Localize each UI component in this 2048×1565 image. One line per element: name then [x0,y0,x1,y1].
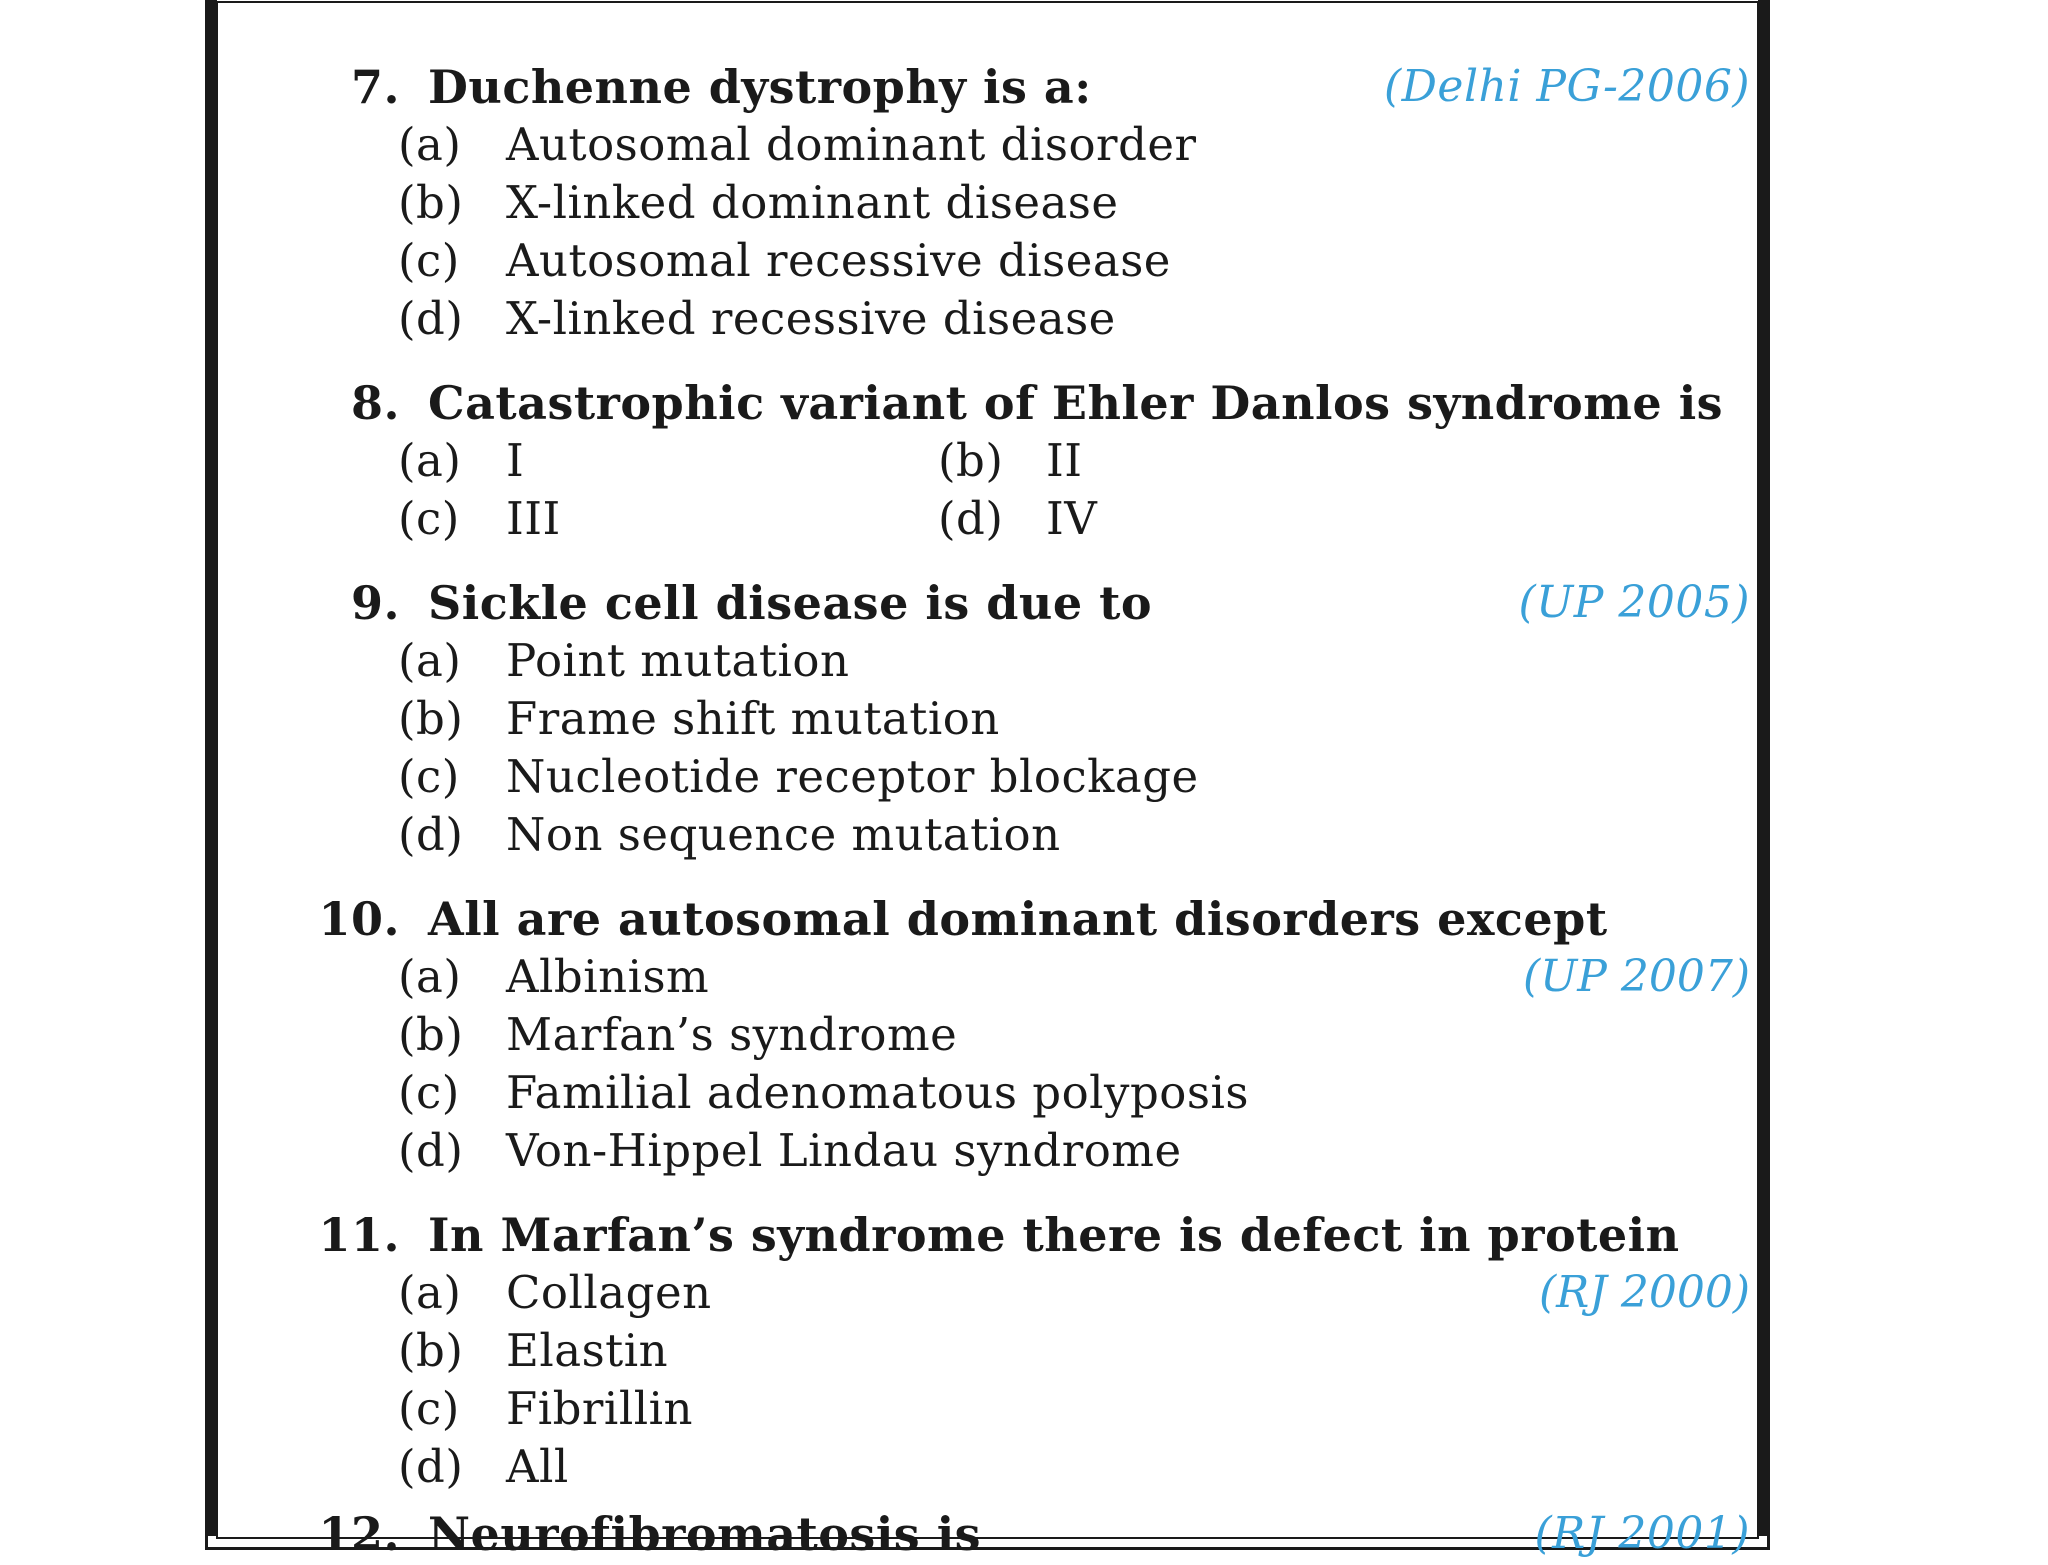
question-line [290,890,1750,948]
option-d [398,1122,1750,1180]
question-line [290,58,1750,116]
question-number: 10. [318,892,400,946]
question-8 [290,374,1750,548]
option-d [398,290,1750,348]
question-12-clipped [0,1505,2048,1565]
question-source: (Delhi PG-2006) [1383,61,1750,112]
option-label: (a) [398,434,462,487]
option-text: Familial adenomatous polyposis [506,1066,1249,1119]
question-11 [290,1206,1750,1496]
question-number: 11. [318,1208,400,1262]
option-c [398,232,1750,290]
option-text: Frame shift mutation [506,692,1000,745]
option-text: Autosomal recessive disease [506,234,1171,287]
option-b [398,174,1750,232]
option-text: Albinism [506,950,710,1003]
question-source: (UP 2007) [1523,951,1750,1002]
option-text: III [506,492,561,545]
option-text: IV [1046,492,1098,545]
option-a [398,116,1750,174]
option-text: Fibrillin [506,1382,693,1435]
question-source: (RJ 2001) [1534,1508,1750,1559]
option-label: (d) [398,292,464,345]
question-source: (UP 2005) [1518,577,1750,628]
option-text: Autosomal dominant disorder [506,118,1197,171]
question-source: (RJ 2000) [1538,1267,1750,1318]
option-label: (c) [398,1066,460,1119]
option-label: (c) [398,492,460,545]
question-10 [290,890,1750,1180]
option-label: (c) [398,1382,460,1435]
question-text: Duchenne dystrophy is a: [428,60,1092,114]
option-a [398,432,938,490]
option-label: (b) [398,1324,464,1377]
option-label: (d) [398,1440,464,1493]
options-list [290,632,1750,864]
option-b [398,1322,1750,1380]
option-text: Von-Hippel Lindau syndrome [506,1124,1182,1177]
question-line [290,374,1750,432]
question-document [290,58,1750,1522]
option-text: Nucleotide receptor blockage [506,750,1199,803]
question-number: 7. [350,60,400,114]
option-label: (d) [398,808,464,861]
option-label: (c) [398,234,460,287]
option-label: (a) [398,950,462,1003]
question-text: Neurofibromatosis is [428,1507,982,1561]
option-c [398,1380,1750,1438]
option-text: I [506,434,525,487]
option-label: (d) [398,1124,464,1177]
option-label: (b) [398,1008,464,1061]
question-text: Sickle cell disease is due to [428,576,1153,630]
option-label: (b) [398,176,464,229]
options-grid [290,432,1750,548]
option-label: (a) [398,118,462,171]
option-d [398,1438,1750,1496]
option-text: Non sequence mutation [506,808,1061,861]
option-text: Collagen [506,1266,712,1319]
options-list [290,1264,1750,1496]
option-d [938,490,1478,548]
option-c [398,748,1750,806]
options-list [290,948,1750,1180]
option-label: (b) [398,692,464,745]
option-b [398,1006,1750,1064]
option-b [398,690,1750,748]
option-c [398,1064,1750,1122]
option-label: (b) [938,434,1004,487]
option-label: (a) [398,634,462,687]
option-text: All [506,1440,569,1493]
question-number: 8. [350,376,400,430]
option-c [398,490,938,548]
option-d [398,806,1750,864]
option-text: Marfan’s syndrome [506,1008,958,1061]
option-a [398,632,1750,690]
option-text: Elastin [506,1324,669,1377]
option-text: Point mutation [506,634,850,687]
question-line [290,574,1750,632]
option-text: II [1046,434,1083,487]
options-list [290,116,1750,348]
question-7 [290,58,1750,348]
question-text: Catastrophic variant of Ehler Danlos syndrome is [428,376,1724,430]
question-9 [290,574,1750,864]
question-number: 9. [350,576,400,630]
option-label: (c) [398,750,460,803]
question-line [290,1206,1750,1264]
option-b [938,432,1478,490]
question-text: In Marfan’s syndrome there is defect in protein [428,1208,1680,1262]
question-number: 12. [318,1507,400,1561]
question-12 [290,1505,1750,1563]
option-label: (d) [938,492,1004,545]
option-text: X-linked recessive disease [506,292,1116,345]
question-text: All are autosomal dominant disorders except [428,892,1608,946]
option-text: X-linked dominant disease [506,176,1119,229]
option-label: (a) [398,1266,462,1319]
question-line [290,1505,1750,1563]
